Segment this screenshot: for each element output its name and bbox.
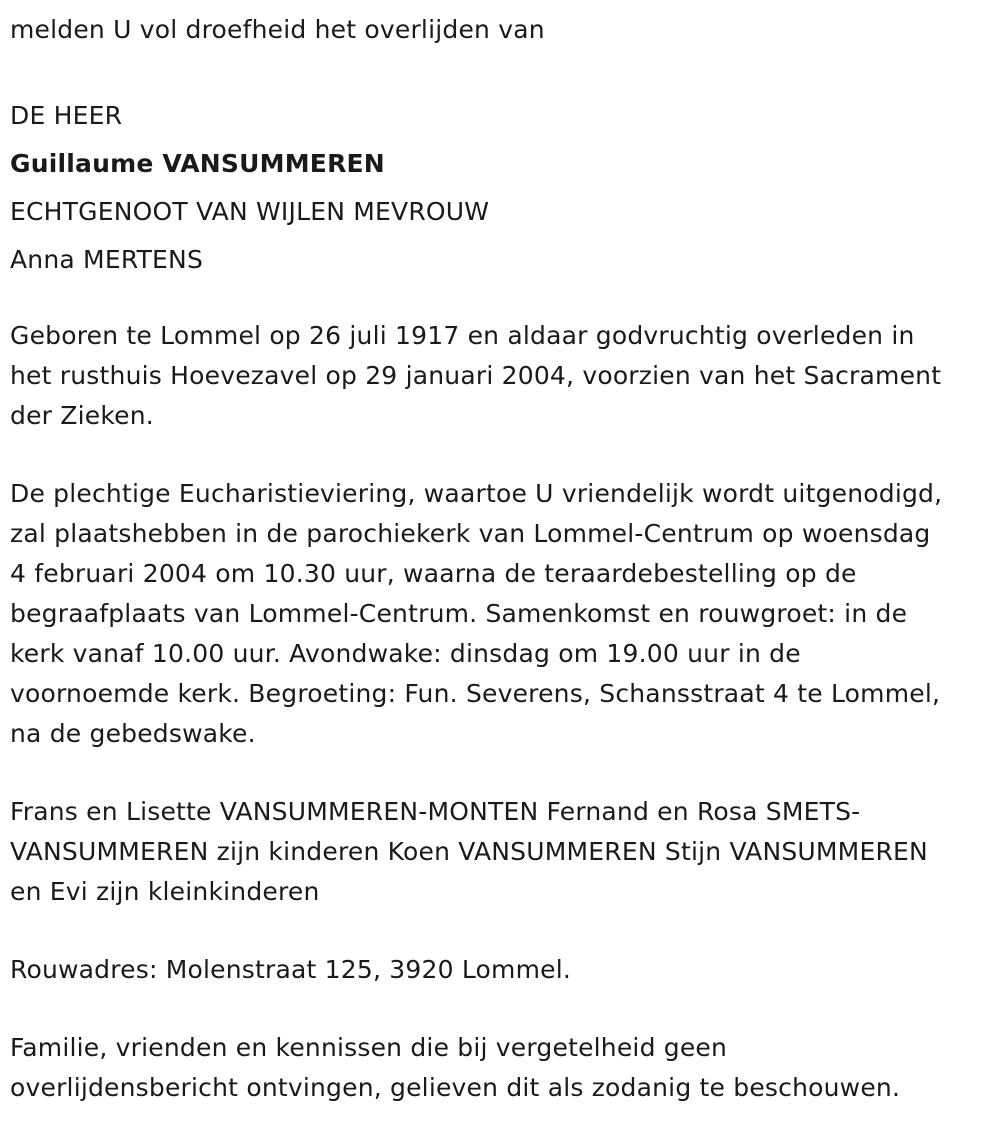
intro-text: melden U vol droefheid het overlijden van	[10, 15, 545, 44]
spacer	[10, 436, 990, 474]
spacer	[10, 990, 990, 1028]
spacer	[10, 54, 990, 92]
spacer	[10, 912, 990, 950]
address-paragraph: Rouwadres: Molenstraat 125, 3920 Lommel.	[10, 955, 572, 984]
birth-death-paragraph: Geboren te Lommel op 26 juli 1917 en aldaar godvruchtig overleden in het rusthuis Hoevezavel op 29 januari 2004, voorzien van het Sacrament der Zieken.	[10, 321, 942, 430]
deceased-name: Guillaume VANSUMMEREN	[10, 149, 385, 178]
title-line: DE HEER	[10, 101, 123, 130]
family-paragraph: Frans en Lisette VANSUMMEREN-MONTEN Fernand en Rosa SMETS- VANSUMMEREN zijn kinderen Koen VANSUMMEREN Stijn VANSUMMEREN en Evi zijn kleinkinderen	[10, 797, 928, 906]
spacer	[10, 284, 990, 316]
ceremony-paragraph: De plechtige Eucharistieviering, waartoe U vriendelijk wordt uitgenodigd, zal plaatshebben in de parochiekerk van Lommel-Centrum op woensdag 4 februari 2004 om 10.30 uur, waarna de teraardebestelling op de begraafplaats van Lommel-Centrum. Samenkomst en rouwgroet: in de kerk vanaf 10.00 uur. Avondwake: dinsdag om 19.00 uur in de voornoemde kerk. Begroeting: Fun. Severens, Schansstraat 4 te Lommel, na de gebedswake.	[10, 479, 943, 748]
spouse-line: ECHTGENOOT VAN WIJLEN MEVROUW	[10, 197, 490, 226]
spacer	[10, 754, 990, 792]
closing-paragraph: Familie, vrienden en kennissen die bij vergetelheid geen overlijdensbericht ontvingen, gelieven dit als zodanig te beschouwen.	[10, 1033, 901, 1102]
spouse-name: Anna MERTENS	[10, 245, 204, 274]
